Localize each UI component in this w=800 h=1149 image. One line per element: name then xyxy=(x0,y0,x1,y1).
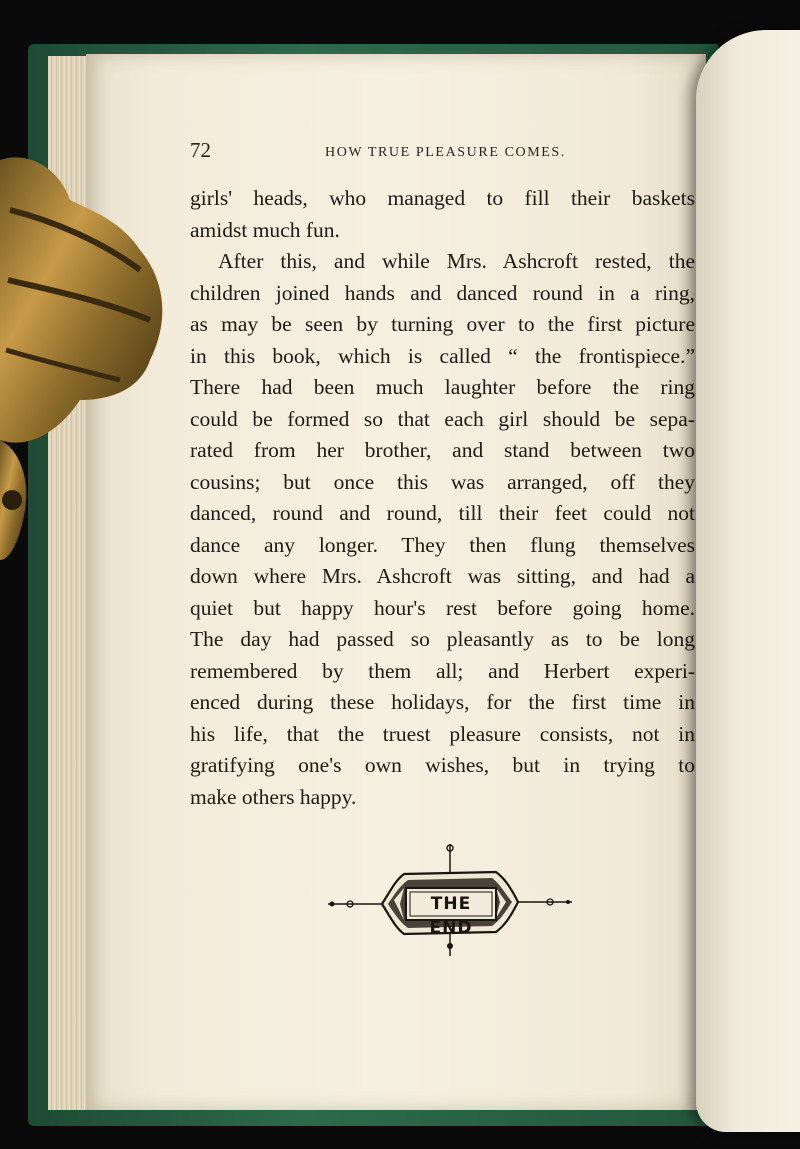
text-line: gratifying one's own wishes, but in trying to xyxy=(190,753,695,777)
text-line: There had been much laughter before the ring xyxy=(190,375,695,399)
text-line: could be formed so that each girl should be sepa- xyxy=(190,406,695,431)
text-line: enced during these holidays, for the first time in xyxy=(190,690,695,714)
text-line: down where Mrs. Ashcroft was sitting, and had a xyxy=(190,564,695,588)
text-line: danced, round and round, till their feet could not xyxy=(190,501,695,525)
text-line: dance any longer. They then flung themselves xyxy=(190,532,695,557)
page-number: 72 xyxy=(190,138,211,162)
running-head-title: HOW TRUE PLEASURE COMES. xyxy=(325,145,566,160)
text-line: rated from her brother, and stand between two xyxy=(190,438,695,462)
text-line: remembered by them all; and Herbert experi- xyxy=(190,658,695,683)
text-line: After this, and while Mrs. Ashcroft rested, the xyxy=(218,249,695,273)
running-head xyxy=(190,138,590,164)
body-text xyxy=(190,183,695,813)
text-line: quiet but happy hour's rest before going home. xyxy=(190,595,695,620)
text-line: in this book, which is called “ the frontispiece.” xyxy=(190,343,695,368)
text-line: The day had passed so pleasantly as to be long xyxy=(190,627,695,651)
text-line: children joined hands and danced round in a ring, xyxy=(190,280,695,305)
text-line: cousins; but once this was arranged, off they xyxy=(190,469,695,494)
text-line: his life, that the truest pleasure consists, not in xyxy=(190,721,695,746)
text-line: girls' heads, who managed to fill their baskets xyxy=(190,186,695,210)
facing-page xyxy=(696,30,800,1132)
the-end-label: THE END xyxy=(429,894,473,938)
brass-bookend-icon xyxy=(0,150,170,570)
text-line: make others happy. xyxy=(190,784,357,809)
text-line: as may be seen by turning over to the first picture xyxy=(190,312,695,336)
text-line: amidst much fun. xyxy=(190,217,340,242)
the-end-ornament xyxy=(322,840,578,964)
